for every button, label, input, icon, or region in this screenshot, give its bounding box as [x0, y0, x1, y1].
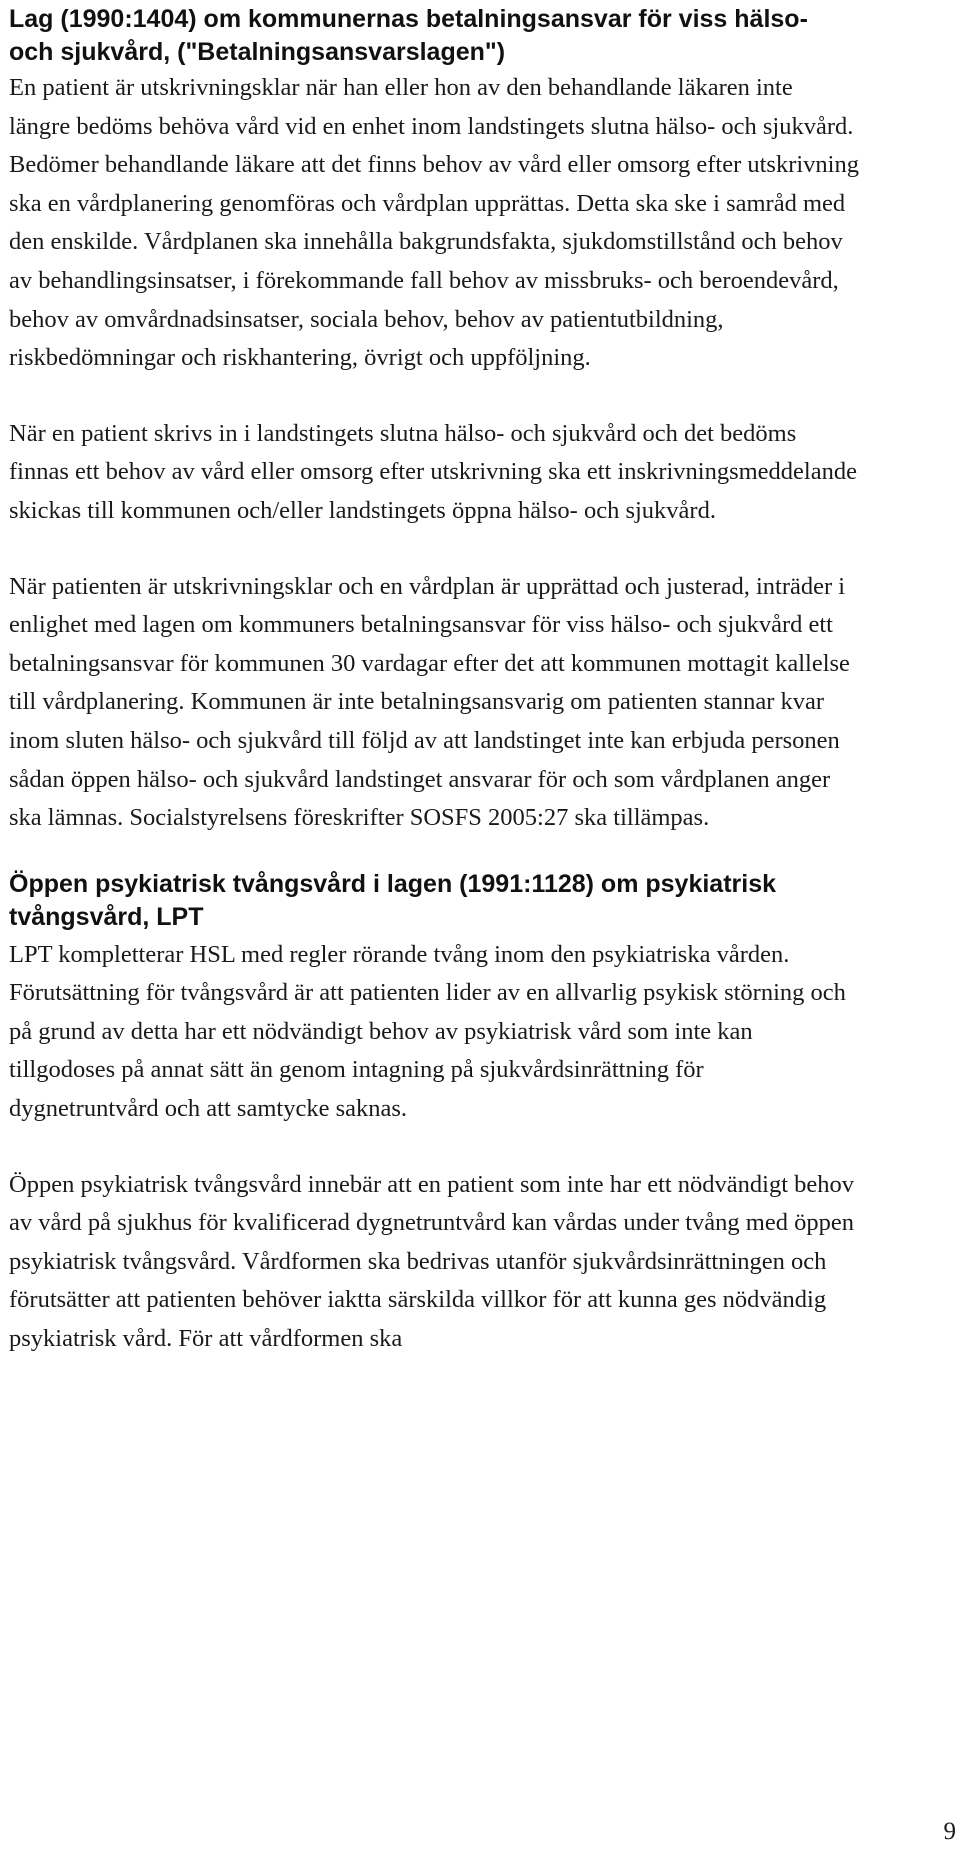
- document-page: [9, 0, 859, 1359]
- page-number: 9: [943, 1818, 956, 1845]
- paragraph-inskrivningsmeddelande: När en patient skrivs in i landstingets slutna hälso- och sjukvård och det bedöms finnas ett behov av vård eller omsorg efter utskrivning ska ett inskrivningsmeddelande skickas till kommunen och/eller landstingets öppna hälso- och sjukvård.: [9, 419, 857, 524]
- paragraph-lpt-kompletterar: LPT kompletterar HSL med regler rörande tvång inom den psykiatriska vården. Förutsättning för tvångsvård är att patienten lider av en allvarlig psykisk störning och på grund av detta har ett nödvändigt behov av psykiatrisk vård som inte kan tillgodoses på annat sätt än genom intagning på sjukvårdsinrättning för dygnetruntvård och att samtycke saknas.: [9, 940, 846, 1123]
- section-heading-betalningsansvarslagen: Lag (1990:1404) om kommunernas betalningsansvar för viss hälso- och sjukvård, ("Betalningsansvarslagen"): [9, 5, 808, 66]
- section-heading-lpt: Öppen psykiatrisk tvångsvård i lagen (1991:1128) om psykiatrisk tvångsvård, LPT: [9, 869, 777, 931]
- paragraph-oppen-tvangsvard: Öppen psykiatrisk tvångsvård innebär att en patient som inte har ett nödvändigt behov av vård på sjukhus för kvalificerad dygnetruntvård kan vårdas under tvång med öppen psykiatrisk tvångsvård. Vårdformen ska bedrivas utanför sjukvårdsinrättningen och förutsätter att patienten behöver iaktta särskilda villkor för att kunna ges nödvändig psykiatrisk vård. För att vårdformen ska: [9, 1170, 855, 1353]
- paragraph-betalningsansvar: När patienten är utskrivningsklar och en vårdplan är upprättad och justerad, inträder i enlighet med lagen om kommuners betalningsansvar för viss hälso- och sjukvård ett betalningsansvar för kommunen 30 vardagar efter det att kommunen mottagit kallelse till vårdplanering. Kommunen är inte betalningsansvarig om patienten stannar kvar inom sluten hälso- och sjukvård till följd av att landstinget inte kan erbjuda personen sådan öppen hälso- och sjukvård landstinget ansvarar för och som vårdplanen anger ska lämnas. Socialstyrelsens föreskrifter SOSFS 2005:27 ska tillämpas.: [9, 572, 850, 832]
- paragraph-utskrivningsklar: En patient är utskrivningsklar när han eller hon av den behandlande läkaren inte längre bedöms behöva vård vid en enhet inom landstingets slutna hälso- och sjukvård. Bedömer behandlande läkare att det finns behov av vård eller omsorg efter utskrivning ska en vårdplanering genomföras och vårdplan upprättas. Detta ska ske i samråd med den enskilde. Vårdplanen ska innehålla bakgrundsfakta, sjukdomstillstånd och behov av behandlingsinsatser, i förekommande fall behov av missbruks- och beroendevård, behov av omvårdnadsinsatser, sociala behov, behov av patientutbildning, riskbedömningar och riskhantering, övrigt och uppföljning.: [9, 74, 859, 372]
